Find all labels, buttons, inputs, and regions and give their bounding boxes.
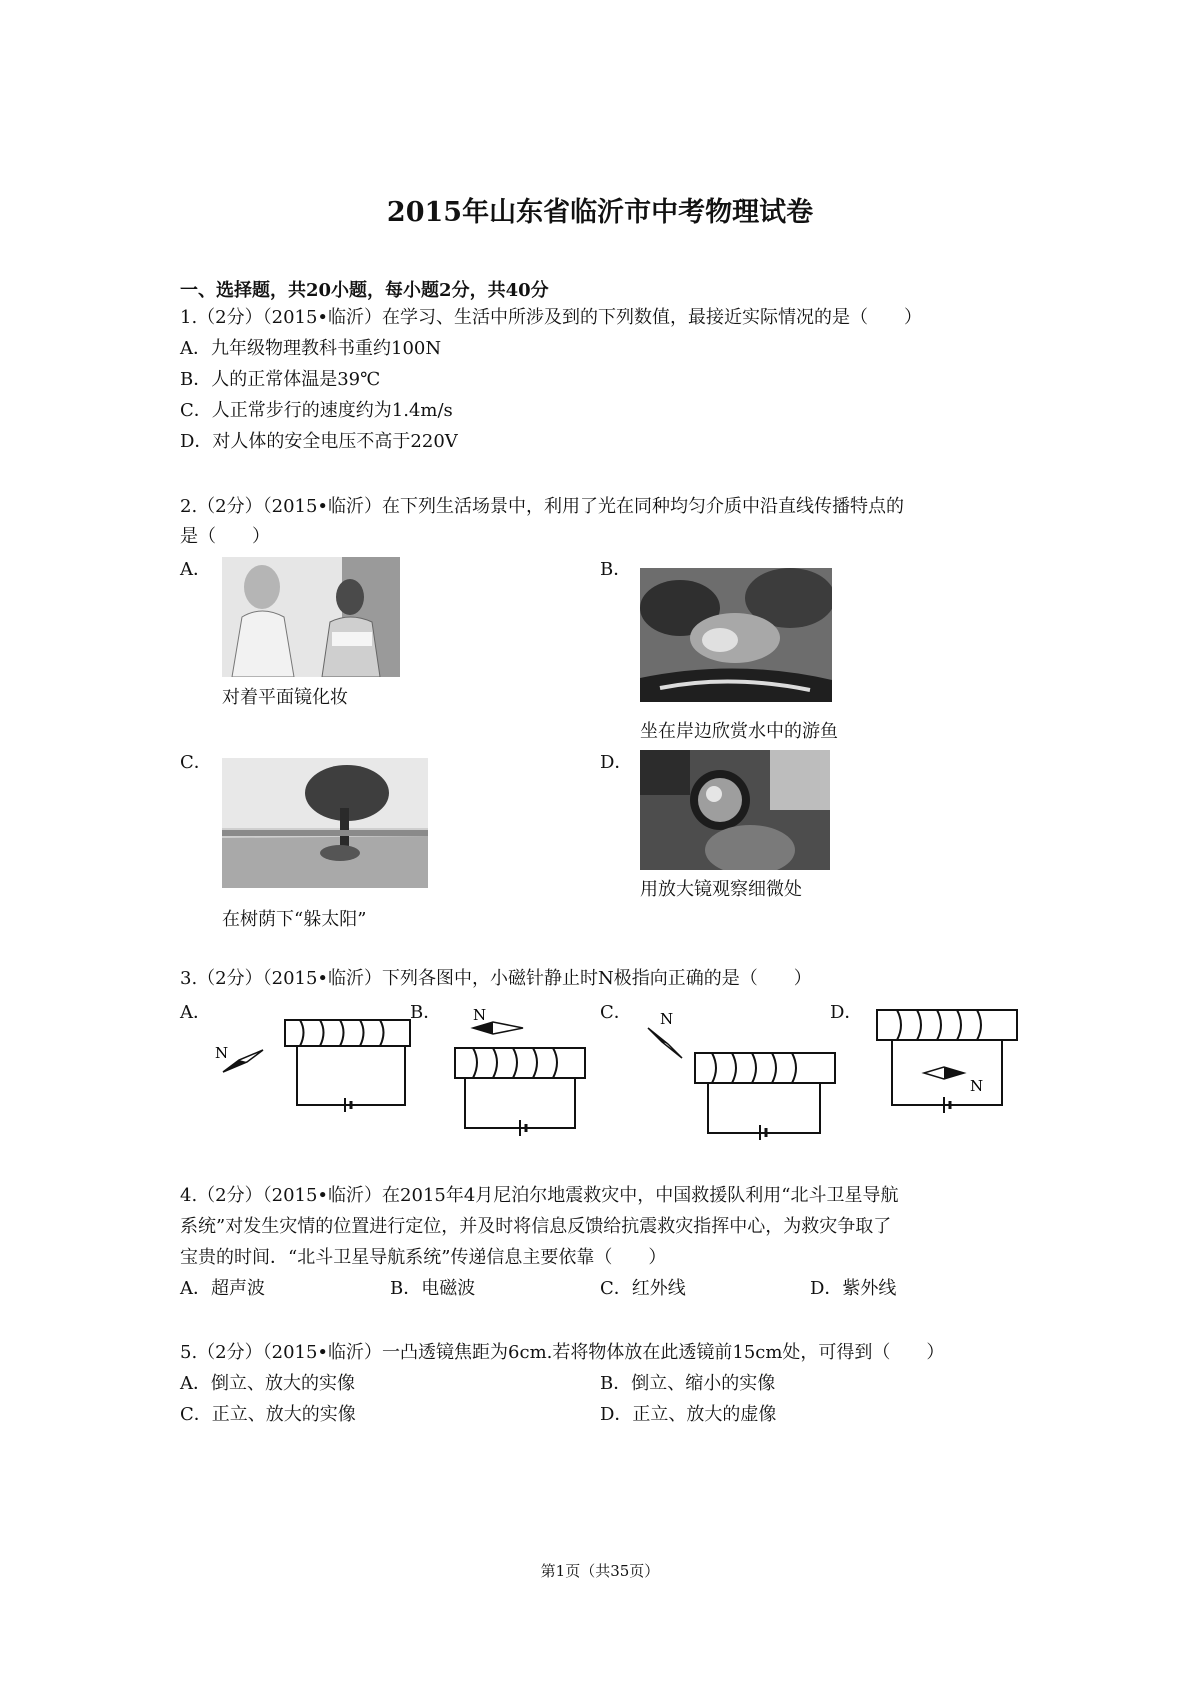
q5-option-b: B．倒立、缩小的实像 xyxy=(600,1373,776,1394)
q3-diagram-d xyxy=(872,1005,1022,1120)
q3-d-pole-label: N xyxy=(970,1077,984,1095)
q3-c-pole-label: N xyxy=(660,1010,674,1028)
q1-option-b: B．人的正常体温是39℃ xyxy=(180,369,381,390)
q2-caption-c: 在树荫下“躲太阳” xyxy=(222,909,367,930)
q3-stem: 3.（2分）（2015•临沂）下列各图中，小磁针静止时N极指向正确的是（ ） xyxy=(180,968,812,989)
q5-option-c: C．正立、放大的实像 xyxy=(180,1404,356,1425)
q1-option-a: A．九年级物理教科书重约100N xyxy=(180,338,442,359)
q1-option-d: D．对人体的安全电压不高于220V xyxy=(180,431,458,452)
q2-stem-line1: 2.（2分）（2015•临沂）在下列生活场景中，利用了光在同种均匀介质中沿直线传播特点的 xyxy=(180,496,905,517)
q2-caption-a: 对着平面镜化妆 xyxy=(222,687,348,708)
fish-pond-photo xyxy=(640,568,832,702)
q3-label-d: D． xyxy=(830,1002,863,1023)
q4-option-c: C．红外线 xyxy=(600,1278,686,1299)
q4-option-d: D．紫外线 xyxy=(810,1278,897,1299)
q4-stem-line2: 系统”对发生灾情的位置进行定位，并及时将信息反馈给抗震救灾指挥中心，为救灾争取了 xyxy=(180,1216,892,1237)
q5-stem: 5.（2分）（2015•临沂）一凸透镜焦距为6cm.若将物体放在此透镜前15cm处，可得到（ ） xyxy=(180,1342,945,1363)
page-footer: 第1页（共35页） xyxy=(540,1562,660,1580)
q4-stem-line1: 4.（2分）（2015•临沂）在2015年4月尼泊尔地震救灾中，中国救援队利用“北斗卫星导航 xyxy=(180,1185,899,1206)
page-title: 2015年山东省临沂市中考物理试卷 xyxy=(386,197,814,228)
q3-label-a: A． xyxy=(180,1002,211,1023)
q4-option-a: A．超声波 xyxy=(180,1278,265,1299)
q3-diagram-b xyxy=(445,1000,595,1140)
q3-diagram-a xyxy=(215,1010,415,1120)
q1-option-c: C．人正常步行的速度约为1.4m/s xyxy=(180,400,453,421)
q3-diagram-c xyxy=(640,1008,840,1143)
q2-caption-d: 用放大镜观察细微处 xyxy=(640,879,802,900)
q3-label-c: C． xyxy=(600,1002,632,1023)
q5-option-d: D．正立、放大的虚像 xyxy=(600,1404,777,1425)
q3-a-pole-label: N xyxy=(215,1044,229,1062)
q3-label-b: B． xyxy=(410,1002,442,1023)
q2-label-d: D． xyxy=(600,752,633,773)
q5-option-a: A．倒立、放大的实像 xyxy=(180,1373,355,1394)
q3-b-pole-label: N xyxy=(473,1006,487,1024)
q1-stem: 1.（2分）（2015•临沂）在学习、生活中所涉及到的下列数值，最接近实际情况的是（ ） xyxy=(180,307,923,328)
mirror-makeup-photo xyxy=(222,557,400,677)
section-heading: 一、选择题，共20小题，每小题2分，共40分 xyxy=(180,280,549,301)
tree-shade-photo xyxy=(222,758,428,888)
magnifier-photo xyxy=(640,750,830,870)
q2-label-a: A． xyxy=(180,559,211,580)
q2-caption-b: 坐在岸边欣赏水中的游鱼 xyxy=(640,721,838,742)
q2-stem-line2: 是（ ） xyxy=(180,526,270,547)
q2-label-c: C． xyxy=(180,752,212,773)
q2-label-b: B． xyxy=(600,559,632,580)
q4-stem-line3: 宝贵的时间．“北斗卫星导航系统”传递信息主要依靠（ ） xyxy=(180,1247,667,1268)
q4-option-b: B．电磁波 xyxy=(390,1278,476,1299)
